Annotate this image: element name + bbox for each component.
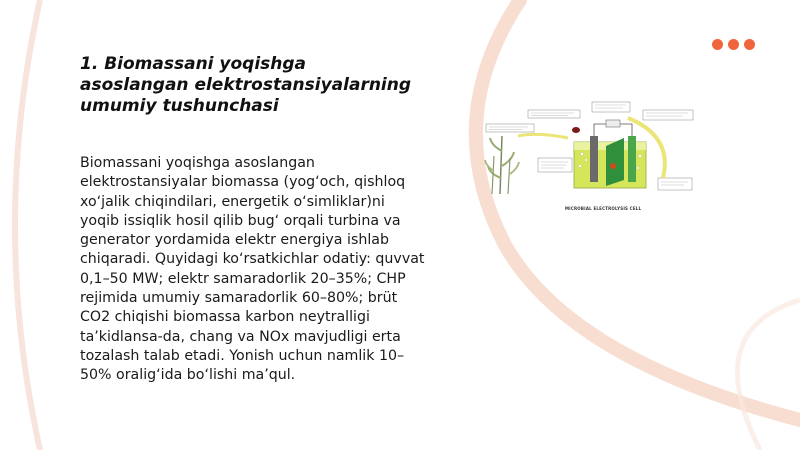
process-diagram-image bbox=[478, 96, 700, 216]
slide-title: 1. Biomassani yoqishga asoslangan elektrostansiyalarning umumiy tushunchasi bbox=[80, 54, 412, 116]
diagram-caption: MICROBIAL ELECTROLYSIS CELL bbox=[565, 206, 642, 211]
particle-dot bbox=[610, 163, 616, 169]
electrode-right bbox=[628, 136, 636, 182]
menu-dots bbox=[712, 39, 758, 51]
dot-icon bbox=[744, 39, 755, 50]
electrode-left bbox=[590, 136, 598, 182]
flow-arrow bbox=[518, 134, 568, 138]
label-box bbox=[658, 178, 692, 190]
label-box bbox=[592, 102, 630, 112]
membrane bbox=[606, 138, 624, 186]
bacteria-icon bbox=[572, 127, 580, 133]
label-box bbox=[486, 124, 534, 132]
label-box bbox=[528, 110, 580, 118]
power-box bbox=[606, 120, 620, 127]
right-small-arc bbox=[738, 300, 800, 450]
plant-icon bbox=[485, 136, 519, 194]
dot-icon bbox=[712, 39, 723, 50]
label-box bbox=[643, 110, 693, 120]
left-arc bbox=[15, 0, 40, 450]
dot-icon bbox=[728, 39, 739, 50]
slide-body: Biomassani yoqishga asoslangan elektrostansiyalar biomassa (yog‘och, qishloq xo‘jalik chiqindilari, energetik o‘simliklar)ni yoqib issiqlik hosil qilib bug‘ orqali turbina va generator yordamida elektr energiya ishlab chiqaradi. Quyidagi ko‘rsatkichlar odatiy: quvvat 0,1–50 MW; elektr samaradorlik 20–35%; CHP rejimida umumiy samaradorlik 60–80%; brüt CO2 chiqishi biomassa karbon neytralligi ta’kidlansa-da, chang va NOx mavjudligi erta tozalash talab etadi. Yonish uchun namlik 10–50% oralig‘ida bo‘lishi ma’qul. bbox=[80, 155, 425, 384]
